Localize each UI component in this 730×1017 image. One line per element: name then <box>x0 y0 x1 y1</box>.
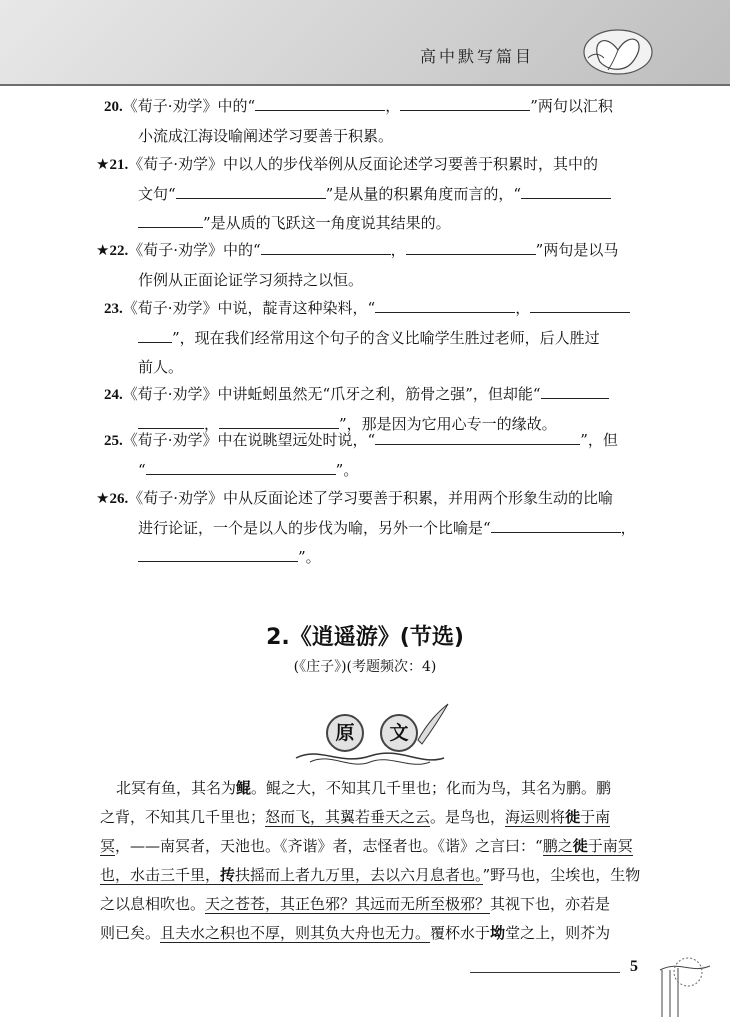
answer-blank[interactable] <box>375 428 580 445</box>
question-text: 《荀子·劝学》中说，靛青这种染料，“ <box>122 299 376 317</box>
question-text: ”是从质的飞跃这一角度说其结果的。 <box>203 214 451 232</box>
answer-blank[interactable] <box>138 211 203 228</box>
question-text: 进行论证，一个是以人的步伐为喻，另外一个比喻是“ <box>138 519 491 537</box>
section-subtitle: (《庄子》)(考题频次：4) <box>293 659 437 675</box>
question-number: 22. <box>109 243 129 259</box>
passage-line: 冥，——南冥者，天池也。《齐谐》者，志怪者也。《谐》之言曰：“鹏之徙于南冥 <box>100 837 633 855</box>
question-text: 文句“ <box>138 185 176 203</box>
answer-blank[interactable] <box>406 238 536 255</box>
question-text: ”，但 <box>580 431 618 449</box>
question-number: 25. <box>104 433 123 449</box>
star-icon: ★ <box>96 489 110 507</box>
question-text: 前人。 <box>138 358 184 376</box>
question-23 <box>104 294 649 382</box>
question-number: 23. <box>104 301 123 317</box>
ornament-icon <box>290 700 450 770</box>
answer-blank[interactable] <box>138 326 172 343</box>
question-text: ”，现在我们经常用这个句子的含义比喻学生胜过老师，后人胜过 <box>172 329 600 347</box>
question-text: 《荀子·劝学》中的“ <box>122 97 256 115</box>
question-number: 24. <box>104 387 123 403</box>
answer-blank[interactable] <box>255 94 385 111</box>
badge-yuan: 原 <box>326 714 364 752</box>
answer-blank[interactable] <box>375 296 515 313</box>
answer-blank[interactable] <box>176 182 326 199</box>
answer-blank[interactable] <box>521 182 611 199</box>
question-text: ”两句是以马 <box>535 241 619 259</box>
question-20 <box>104 92 649 151</box>
star-icon: ★ <box>96 155 110 173</box>
question-number: 21. <box>109 157 129 173</box>
question-25 <box>104 426 649 485</box>
answer-blank[interactable] <box>146 458 336 475</box>
question-text: “ <box>138 461 146 479</box>
section-title: 2.《逍遥游》(节选) <box>266 625 464 650</box>
question-21 <box>96 150 641 238</box>
question-text: ， <box>620 519 636 537</box>
passage-text <box>100 774 644 948</box>
passage-line: 则已矣。且夫水之积也不厚，则其负大舟也无力。覆杯水于坳堂之上，则芥为 <box>100 924 611 942</box>
question-text: ， <box>204 415 220 433</box>
passage-line: 之背，不知其几千里也；怒而飞，其翼若垂天之云。是鸟也，海运则将徙于南 <box>100 808 611 826</box>
question-text: ”。 <box>298 548 321 566</box>
question-26 <box>96 484 641 572</box>
answer-blank[interactable] <box>261 238 391 255</box>
question-text: ”两句以汇积 <box>530 97 613 115</box>
answer-blank[interactable] <box>491 516 621 533</box>
question-text: 《荀子·劝学》中以人的步伐举例从反面论述学习要善于积累时，其中的 <box>128 155 598 173</box>
flower-icon <box>560 22 660 86</box>
question-text: 《荀子·劝学》中讲蚯蚓虽然无“爪牙之利，筋骨之强”，但却能“ <box>122 385 541 403</box>
passage-line: 北冥有鱼，其名为鲲。鲲之大，不知其几千里也；化而为鸟，其名为鹏。鹏 <box>116 779 612 797</box>
question-22 <box>96 236 641 295</box>
answer-blank[interactable] <box>541 382 609 399</box>
question-number: 26. <box>109 491 129 507</box>
question-text: 作例从正面论证学习须持之以恒。 <box>138 271 364 289</box>
question-text: 《荀子·劝学》中在说眺望远处时说，“ <box>122 431 376 449</box>
answer-blank[interactable] <box>400 94 530 111</box>
question-number: 20. <box>104 99 123 115</box>
header-title: 高中默写篇目 <box>420 47 535 66</box>
footer-rule <box>470 972 620 973</box>
star-icon: ★ <box>96 241 110 259</box>
passage-line: 之以息相吹也。天之苍苍，其正色邪？其远而无所至极邪？其视下也，亦若是 <box>100 895 611 913</box>
question-text: 小流成江海设喻阐述学习要善于积累。 <box>138 127 394 145</box>
question-text: ”是从量的积累角度而言的，“ <box>325 185 522 203</box>
question-text: ”，那是因为它用心专一的缘故。 <box>339 415 557 433</box>
page-number: 5 <box>630 958 638 975</box>
question-text: ， <box>385 97 401 115</box>
question-text: ， <box>515 299 531 317</box>
footer-decoration-icon <box>640 940 730 1017</box>
question-text: ， <box>390 241 406 259</box>
question-text: 《荀子·劝学》中的“ <box>128 241 261 259</box>
answer-blank[interactable] <box>530 296 630 313</box>
answer-blank[interactable] <box>138 545 298 562</box>
badge-wen: 文 <box>380 714 418 752</box>
passage-line: 也，水击三千里，抟扶摇而上者九万里，去以六月息者也。”野马也，尘埃也，生物 <box>100 866 641 884</box>
question-text: ”。 <box>335 461 359 479</box>
question-text: 《荀子·劝学》中从反面论述了学习要善于积累，并用两个形象生动的比喻 <box>128 489 613 507</box>
